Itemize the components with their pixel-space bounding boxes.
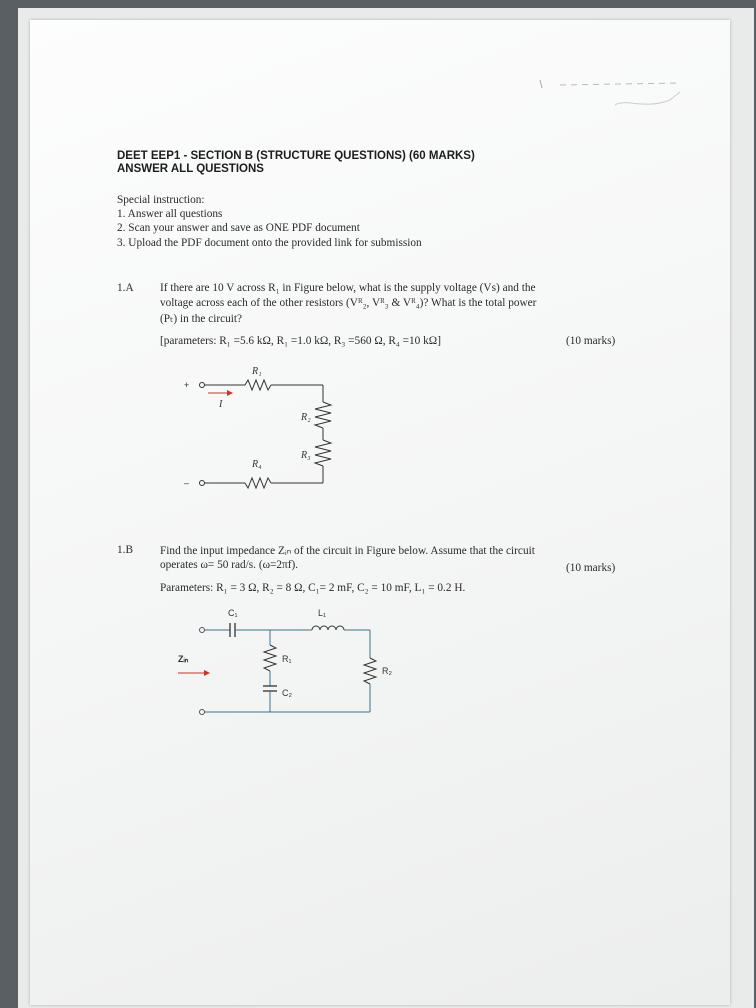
instruction-item: 3. Upload the PDF document onto the provided link for submission — [117, 237, 422, 249]
current-label: I — [219, 399, 223, 410]
resistor-r2-label: R₂ — [382, 666, 392, 676]
input-impedance-label: Zᵢₙ — [178, 654, 189, 664]
instruction-item: 1. Answer all questions — [117, 208, 223, 220]
pencil-scribble — [530, 70, 700, 120]
capacitor-c2-label: C₂ — [282, 688, 292, 698]
resistor-r1-label: R₁ — [282, 654, 292, 664]
instruction-item: 2. Scan your answer and save as ONE PDF document — [117, 222, 360, 234]
resistor-r3-label: R₃ — [301, 450, 311, 461]
resistor-r2-label: R₂ — [301, 412, 311, 423]
question-1b-parameters: Parameters: R₁ = 3 Ω, R₂ = 8 Ω, C₁= 2 mF, C₂ = 10 mF, L₁ = 0.2 H. — [160, 582, 466, 594]
question-1a-marks: (10 marks) — [566, 335, 616, 347]
question-1a-parameters: [parameters: R₁ =5.6 kΩ, R₁ =1.0 kΩ, R₃ =560 Ω, R₄ =10 kΩ] — [160, 335, 441, 347]
question-1b-text: Find the input impedance Zᵢₙ of the circuit in Figure below. Assume that the circuit — [160, 545, 535, 557]
circuit-figure-1a — [175, 360, 365, 500]
question-number-1a: 1.A — [117, 282, 134, 294]
resistor-r4-label: R₄ — [252, 459, 262, 470]
section-subtitle: ANSWER ALL QUESTIONS — [117, 163, 264, 175]
question-number-1b: 1.B — [117, 544, 134, 556]
question-1b-marks: (10 marks) — [566, 562, 616, 574]
minus-terminal-label: – — [184, 478, 190, 488]
question-1b-text: operates ω= 50 rad/s. (ω=2πf). — [160, 559, 299, 571]
capacitor-c1-label: C₁ — [228, 608, 238, 618]
question-1a-text: If there are 10 V across R₁ in Figure below, what is the supply voltage (Vs) and the — [160, 282, 536, 294]
plus-terminal-label: + — [184, 380, 190, 390]
question-1a-text: voltage across each of the other resistors (Vᴿ₂, Vᴿ₃ & Vᴿ₄)? What is the total power — [160, 297, 537, 309]
instruction-title: Special instruction: — [117, 194, 205, 206]
section-title: DEET EEP1 - SECTION B (STRUCTURE QUESTIONS) (60 MARKS) — [117, 150, 475, 162]
resistor-r1-label: R₁ — [252, 366, 262, 377]
inductor-l1-label: L₁ — [318, 608, 327, 618]
circuit-figure-1b — [170, 600, 390, 725]
question-1a-text: (Pₜ) in the circuit? — [160, 313, 243, 325]
